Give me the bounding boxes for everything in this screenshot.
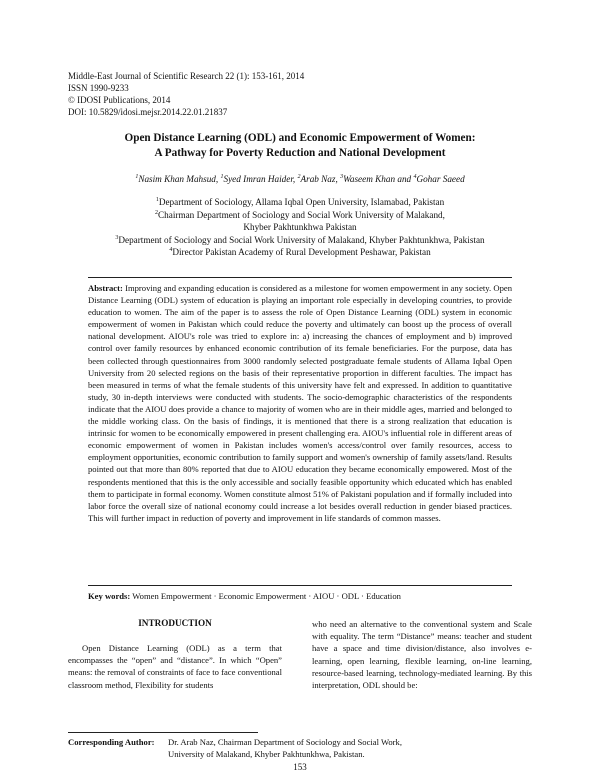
author-5-affil-mark: 4 xyxy=(413,173,417,180)
author-1: Nasim Khan Mahsud, xyxy=(138,174,219,184)
author-3: Arab Naz, xyxy=(300,174,338,184)
affiliation-2: $^2$Chairman Department of Sociology and Social Work University of Malakand, xyxy=(155,209,445,220)
journal-citation: Middle-East Journal of Scientific Research 22 (1): 153-161, 2014 xyxy=(68,71,305,81)
author-3-affil-mark: 2 xyxy=(297,173,301,180)
keywords-label: Key words: xyxy=(88,591,131,601)
page-number: 153 xyxy=(293,762,307,772)
author-2: Syed Imran Haider, xyxy=(223,174,296,184)
intro-right-column xyxy=(312,618,532,691)
keywords-text: Women Empowerment · Economic Empowerment · AIOU · ODL · Education xyxy=(132,591,401,601)
abstract-bottom-rule xyxy=(88,585,512,586)
abstract-text: Improving and expanding education is considered as a milestone for women empowerment in any society. Open Distance Learning (ODL) system of education is playing an important role especially in developing countries, to provide education to women. The aim of the paper is to assess the role of Open Distance Learning (ODL) system in economic empowerment of women in Pakistan which could reduce the poverty and ultimately can boost up the process of overall national development. AIOU's role was tried to explore in: a) increasing the chances of employment and b) improved control over family resources by enhanced economic contribution of its female beneficiaries. For the purpose, data has been collected through questionnaires from 3000 randomly selected postgraduate female students of Allama Iqbal Open University from 20 selected regions on the basis of their representative proportion in different faculties. The impact has been measured in terms of what the female students of this university have felt and expressed. In addition to quantitative study, 30 in-depth interviews were conducted with students. The socio-demographic characteristics of the respondents indicate that the AIOU does provide a chance to majority of women who are in their middle ages, married and belonged to the middle working class. On the basis of findings, it is mentioned that there is a strong realization that education is intrinsic for women to be economically empowered in present challenging era. AIOU's influential role in different areas of economic empowerment of women in Pakistan includes women's access/control over family resources, access to employment opportunities, economic contribution to family support and women's ownership of family assets/land. Results pointed out that more than 80% reported that due to AIOU education they became economically empowered. Most of the respondents mentioned that this is the only accessible and socially feasible opportunity which educated which has enabled them to participate in formal economy. Women constitute almost 51% of Pakistani population and if formally included into labor force the overall size of national economy could increase a lot besides overall reduction in gender biased practices. This will further impact in reduction of poverty and improvement in life standards of common masses. xyxy=(88,283,513,523)
affiliations xyxy=(60,196,540,259)
issn: ISSN 1990-9233 xyxy=(68,83,129,93)
corresponding-author-details xyxy=(168,737,402,760)
section-heading-introduction: INTRODUCTION xyxy=(138,618,212,628)
abstract-label: Abstract: xyxy=(88,283,123,293)
affiliation-3: $^3$Department of Sociology and Social Work University of Malakand, Khyber Pakhtunkhwa, Pakistan xyxy=(115,234,485,245)
corresponding-line-1: Dr. Arab Naz, Chairman Department of Sociology and Social Work, xyxy=(168,737,402,747)
intro-right-text: who need an alternative to the conventional system and Scale with equality. The term “Distance” means: teacher and student have a space and time division/distance, also involves e-learning, open learning, flexible learning, on-line learning, resource-based learning, technology-mediated learning. By this interpretation, ODL should be: xyxy=(312,619,532,691)
paper-title xyxy=(60,131,540,161)
title-line-1: Open Distance Learning (ODL) and Economic Empowerment of Women: xyxy=(124,132,476,144)
copyright: © IDOSI Publications, 2014 xyxy=(68,95,171,105)
abstract-top-rule xyxy=(88,277,512,278)
author-2-affil-mark: 1 xyxy=(220,173,224,180)
affiliation-4: $^4$Director Pakistan Academy of Rural Development Peshawar, Pakistan xyxy=(169,246,431,257)
journal-header xyxy=(68,70,304,118)
abstract xyxy=(88,282,512,524)
doi: DOI: 10.5829/idosi.mejsr.2014.22.01.21837 xyxy=(68,107,228,117)
keywords xyxy=(88,591,401,601)
author-5: Gohar Saeed xyxy=(416,174,465,184)
intro-left-text: Open Distance Learning (ODL) as a term that encompasses the “open” and “distance”. In which “Open” means: the removal of constraints of face to face conventional classroom method, Flexibility for students xyxy=(68,643,282,690)
affiliation-1: $^1$Department of Sociology, Allama Iqbal Open University, Islamabad, Pakistan xyxy=(155,196,445,207)
author-4-affil-mark: 3 xyxy=(340,173,344,180)
footnote-rule xyxy=(68,732,258,733)
intro-left-column xyxy=(68,642,282,691)
affiliation-2-cont: Khyber Pakhtunkhwa Pakistan xyxy=(243,222,357,232)
title-line-2: A Pathway for Poverty Reduction and National Development xyxy=(154,147,446,159)
corresponding-author-label: Corresponding Author: xyxy=(68,737,155,747)
author-list xyxy=(60,174,540,184)
corresponding-line-2: University of Malakand, Khyber Pakhtunkhwa, Pakistan. xyxy=(168,748,365,759)
author-4: Waseem Khan and xyxy=(343,174,412,184)
author-1-affil-mark: 1 xyxy=(135,173,139,180)
